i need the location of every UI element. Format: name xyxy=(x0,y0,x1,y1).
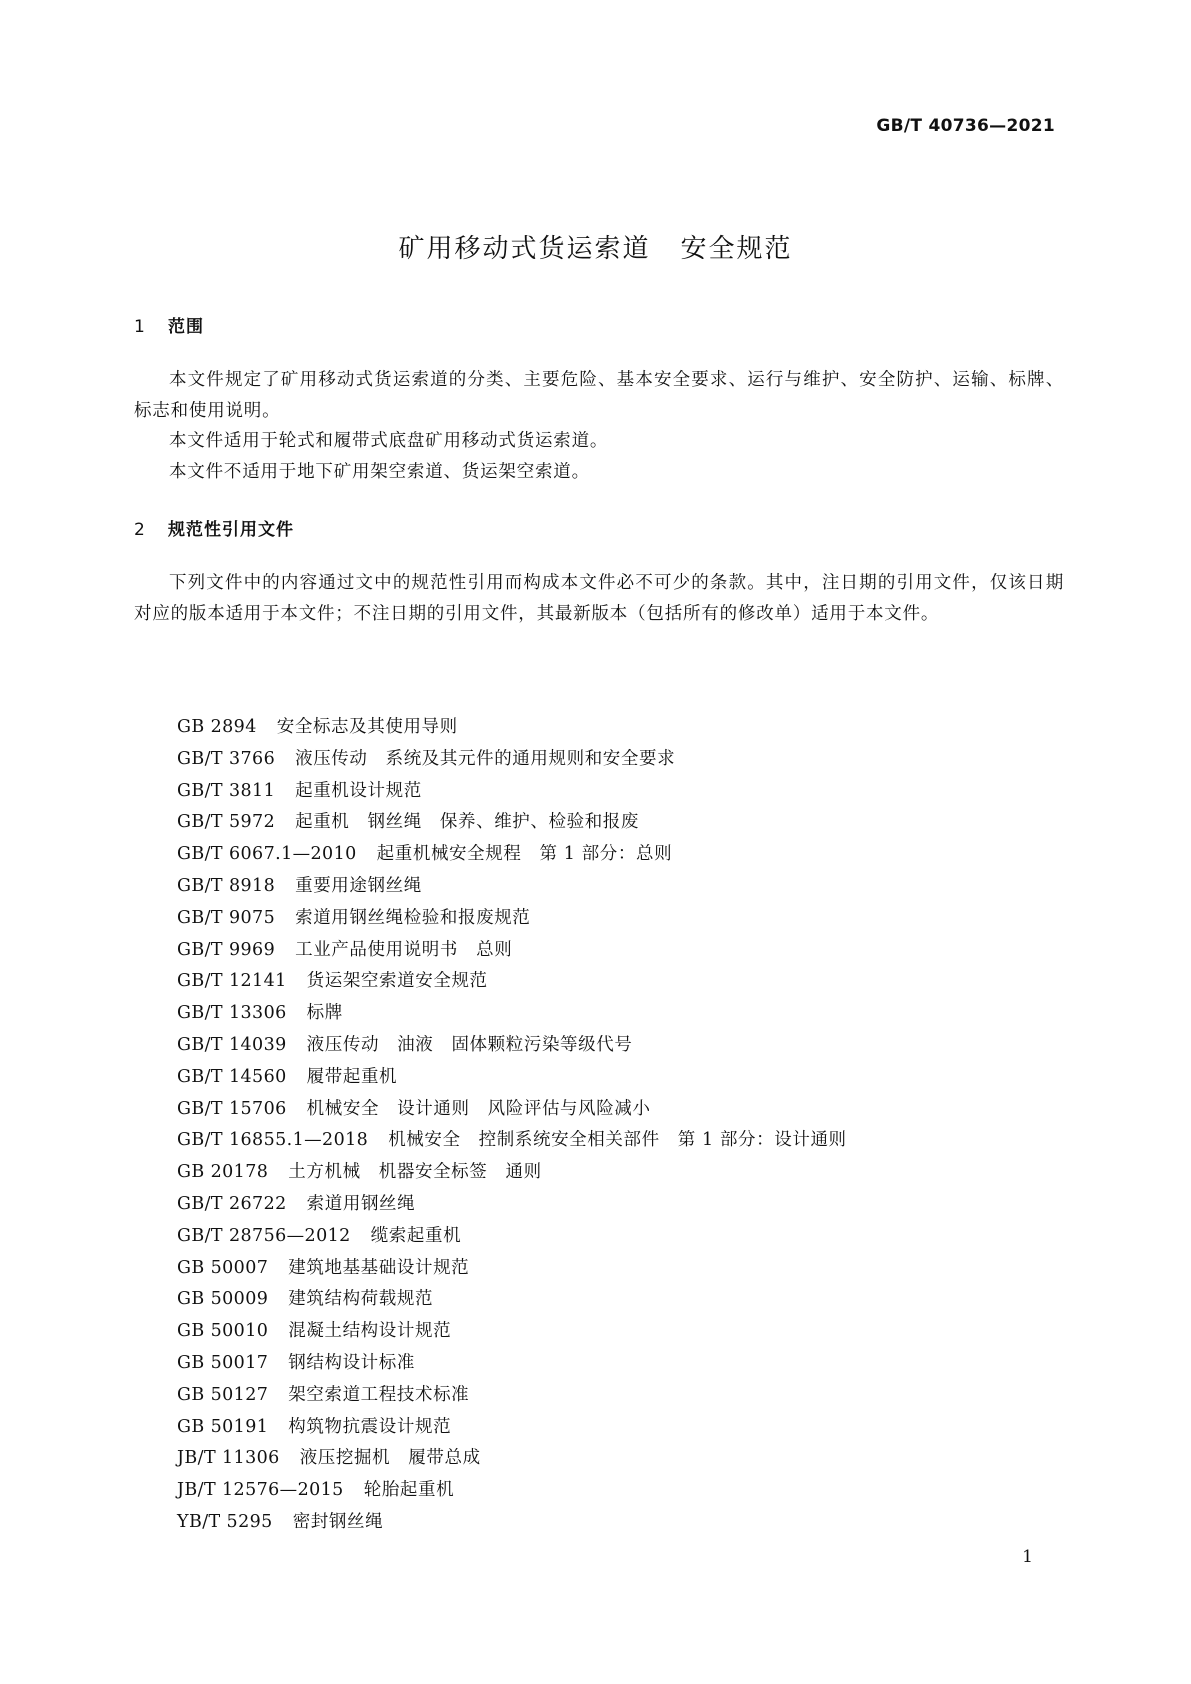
reference-title: 缆索起重机 xyxy=(370,1225,462,1246)
reference-title: 起重机设计规范 xyxy=(295,780,422,801)
reference-title: 起重机械安全规程 第 1 部分：总则 xyxy=(376,844,673,865)
reference-code: GB 50009 xyxy=(177,1289,269,1310)
reference-item xyxy=(177,1189,847,1221)
reference-code: GB/T 9969 xyxy=(177,939,276,960)
section-number: 2 xyxy=(134,520,146,540)
reference-item xyxy=(177,871,847,903)
reference-item xyxy=(177,776,847,808)
references-intro-paragraph: 下列文件中的内容通过文中的规范性引用而构成本文件必不可少的条款。其中，注日期的引用文件，仅该日期对应的版本适用于本文件；不注日期的引用文件，其最新版本（包括所有的修改单）适用于本文件。 xyxy=(134,573,1064,624)
reference-code: GB 50010 xyxy=(177,1321,269,1342)
reference-code: GB/T 3811 xyxy=(177,780,276,801)
reference-item xyxy=(177,712,847,744)
reference-code: GB/T 28756—2012 xyxy=(177,1225,351,1246)
reference-title: 安全标志及其使用导则 xyxy=(276,717,458,737)
reference-title: 机械安全 控制系统安全相关部件 第 1 部分：设计通则 xyxy=(388,1130,847,1151)
reference-item xyxy=(177,966,847,998)
reference-title: 履带起重机 xyxy=(306,1066,398,1087)
reference-title: 起重机 钢丝绳 保养、维护、检验和报废 xyxy=(295,812,640,833)
page-number: 1 xyxy=(1022,1547,1033,1567)
reference-title: 工业产品使用说明书 总则 xyxy=(295,939,513,960)
reference-title: 机械安全 设计通则 风险评估与风险减小 xyxy=(306,1098,651,1119)
reference-code: GB/T 9075 xyxy=(177,907,276,928)
reference-code: GB 50007 xyxy=(177,1257,269,1278)
reference-item xyxy=(177,744,847,776)
reference-title: 建筑结构荷载规范 xyxy=(288,1289,434,1310)
reference-item xyxy=(177,1475,847,1507)
reference-item xyxy=(177,1284,847,1316)
reference-code: YB/T 5295 xyxy=(177,1511,273,1532)
reference-title: 索道用钢丝绳 xyxy=(306,1193,416,1214)
reference-code: GB/T 15706 xyxy=(177,1098,287,1119)
reference-item xyxy=(177,998,847,1030)
reference-title: 密封钢丝绳 xyxy=(292,1511,384,1532)
section-title: 范围 xyxy=(168,317,204,337)
reference-title: 土方机械 机器安全标签 通则 xyxy=(288,1162,542,1183)
reference-item xyxy=(177,1253,847,1285)
reference-item xyxy=(177,1125,847,1157)
reference-item xyxy=(177,1094,847,1126)
section-number: 1 xyxy=(134,317,146,337)
section-1-heading xyxy=(134,312,204,337)
reference-item xyxy=(177,1507,847,1539)
scope-paragraph-1: 本文件规定了矿用移动式货运索道的分类、主要危险、基本安全要求、运行与维护、安全防护、运输、标牌、标志和使用说明。 xyxy=(134,370,1064,421)
reference-title: 标牌 xyxy=(306,1003,343,1024)
reference-item xyxy=(177,1316,847,1348)
document-title xyxy=(0,228,1191,265)
reference-item xyxy=(177,1062,847,1094)
reference-title: 液压传动 油液 固体颗粒污染等级代号 xyxy=(306,1034,633,1055)
scope-paragraph-2: 本文件适用于轮式和履带式底盘矿用移动式货运索道。 xyxy=(169,431,609,451)
reference-item xyxy=(177,1221,847,1253)
reference-code: GB 50127 xyxy=(177,1384,269,1405)
title-part-2: 安全规范 xyxy=(680,234,793,264)
reference-code: GB/T 6067.1—2010 xyxy=(177,844,357,865)
reference-code: JB/T 11306 xyxy=(177,1448,280,1469)
reference-code: GB 20178 xyxy=(177,1162,269,1183)
reference-code: GB/T 16855.1—2018 xyxy=(177,1130,369,1151)
reference-code: GB/T 26722 xyxy=(177,1193,287,1214)
reference-title: 液压传动 系统及其元件的通用规则和安全要求 xyxy=(295,748,676,769)
reference-title: 构筑物抗震设计规范 xyxy=(288,1416,452,1437)
reference-code: JB/T 12576—2015 xyxy=(177,1480,344,1501)
scope-paragraph-3: 本文件不适用于地下矿用架空索道、货运架空索道。 xyxy=(169,462,590,482)
reference-item xyxy=(177,903,847,935)
reference-item xyxy=(177,807,847,839)
reference-code: GB/T 5972 xyxy=(177,812,276,833)
reference-item xyxy=(177,1443,847,1475)
reference-code: GB 50191 xyxy=(177,1416,269,1437)
reference-item xyxy=(177,839,847,871)
reference-title: 钢结构设计标准 xyxy=(288,1352,415,1373)
title-part-1: 矿用移动式货运索道 xyxy=(398,234,651,264)
reference-code: GB/T 14039 xyxy=(177,1034,287,1055)
reference-code: GB/T 3766 xyxy=(177,748,276,769)
reference-code: GB/T 8918 xyxy=(177,875,276,896)
reference-code: GB/T 13306 xyxy=(177,1003,287,1024)
reference-item xyxy=(177,1380,847,1412)
reference-code: GB/T 12141 xyxy=(177,971,287,992)
reference-item xyxy=(177,1157,847,1189)
reference-code: GB 50017 xyxy=(177,1352,269,1373)
reference-title: 货运架空索道安全规范 xyxy=(306,971,488,992)
reference-title: 建筑地基基础设计规范 xyxy=(288,1257,470,1278)
reference-code: GB/T 14560 xyxy=(177,1066,287,1087)
section-2-heading xyxy=(134,515,294,540)
reference-code: GB 2894 xyxy=(177,717,257,737)
reference-title: 混凝土结构设计规范 xyxy=(288,1321,452,1342)
reference-title: 架空索道工程技术标准 xyxy=(288,1384,470,1405)
standard-code: GB/T 40736—2021 xyxy=(876,116,1055,136)
reference-title: 轮胎起重机 xyxy=(363,1480,455,1501)
reference-item xyxy=(177,1412,847,1444)
reference-title: 索道用钢丝绳检验和报废规范 xyxy=(295,907,531,928)
reference-item xyxy=(177,1348,847,1380)
normative-references-list xyxy=(177,712,847,1539)
reference-item xyxy=(177,1030,847,1062)
section-title: 规范性引用文件 xyxy=(168,520,294,540)
reference-title: 重要用途钢丝绳 xyxy=(295,875,422,896)
reference-item xyxy=(177,935,847,967)
reference-title: 液压挖掘机 履带总成 xyxy=(299,1448,481,1469)
